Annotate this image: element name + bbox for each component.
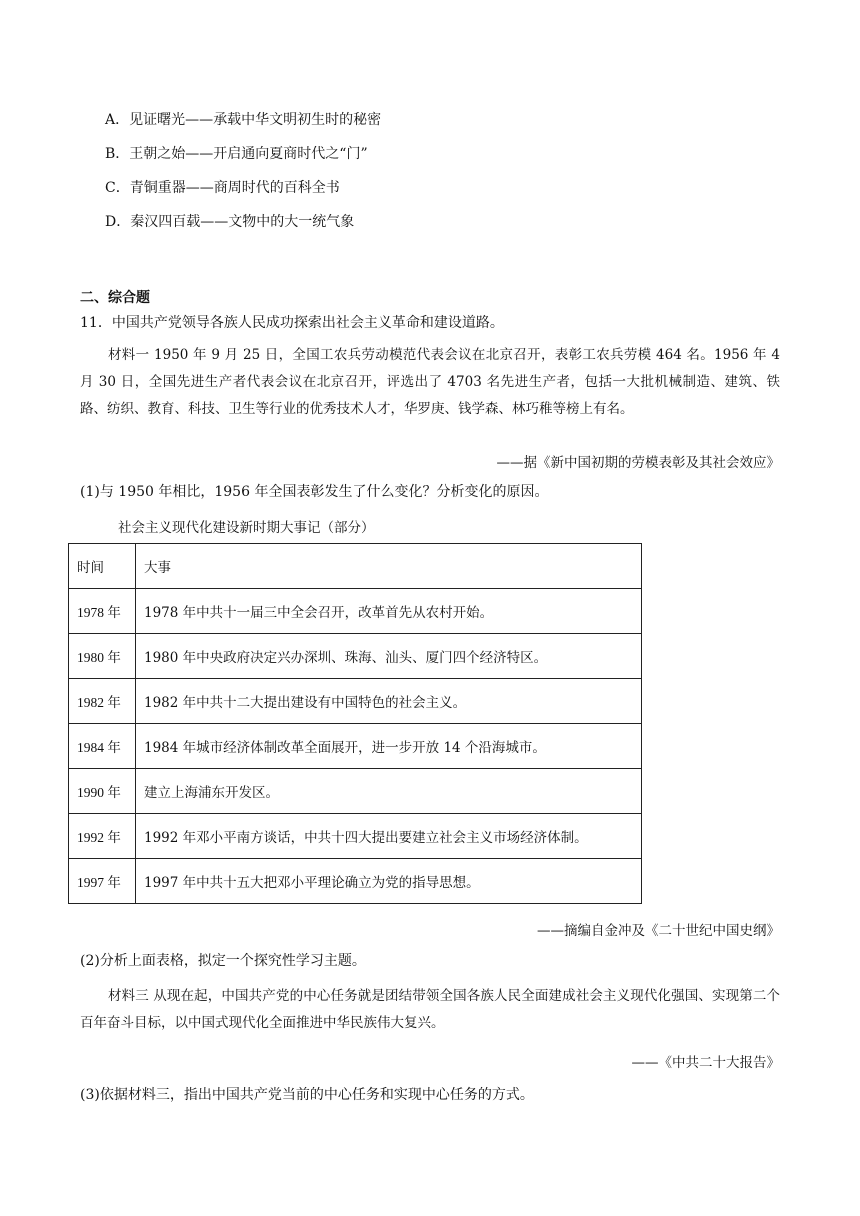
- table-source: ——摘编自金冲及《二十世纪中国史纲》: [537, 923, 780, 939]
- option-letter: B．: [105, 146, 130, 162]
- sub-question-3: (3)依据材料三，指出中国共产党当前的中心任务和实现中心任务的方式。: [80, 1087, 534, 1103]
- cell-year: 1990 年: [69, 769, 136, 814]
- cell-event: 1982 年中共十二大提出建设有中国特色的社会主义。: [136, 679, 642, 724]
- option-text: 秦汉四百载——文物中的大一统气象: [130, 214, 355, 230]
- option-text: 王朝之始——开启通向夏商时代之“门”: [129, 146, 368, 162]
- cell-year: 1978 年: [69, 589, 136, 634]
- option-letter: A．: [105, 112, 130, 128]
- table-row: [69, 589, 642, 634]
- cell-event: 1992 年邓小平南方谈话，中共十四大提出要建立社会主义市场经济体制。: [136, 814, 642, 859]
- option-text: 青铜重器——商周时代的百科全书: [129, 180, 340, 196]
- cell-year: 1997 年: [69, 859, 136, 904]
- header-event: 大事: [136, 544, 642, 589]
- cell-event: 1978 年中共十一届三中全会召开，改革首先从农村开始。: [136, 589, 642, 634]
- sub-question-2: (2)分析上面表格，拟定一个探究性学习主题。: [80, 953, 366, 969]
- cell-event: 1980 年中央政府决定兴办深圳、珠海、汕头、厦门四个经济特区。: [136, 634, 642, 679]
- option-d: [105, 212, 354, 232]
- table-row: [69, 769, 642, 814]
- table-row: [69, 814, 642, 859]
- option-a: [105, 110, 381, 130]
- option-b: [105, 144, 368, 164]
- material-1-source: ——据《新中国初期的劳模表彰及其社会效应》: [496, 455, 780, 471]
- option-letter: C．: [105, 180, 130, 196]
- option-letter: D．: [105, 214, 131, 230]
- cell-event: 1984 年城市经济体制改革全面展开，进一步开放 14 个沿海城市。: [136, 724, 642, 769]
- events-table: [68, 543, 642, 904]
- cell-event: 1997 年中共十五大把邓小平理论确立为党的指导思想。: [136, 859, 642, 904]
- cell-event: 建立上海浦东开发区。: [136, 769, 642, 814]
- table-row: [69, 724, 642, 769]
- cell-year: 1984 年: [69, 724, 136, 769]
- table-caption: 社会主义现代化建设新时期大事记（部分）: [118, 520, 375, 536]
- table-row: [69, 679, 642, 724]
- cell-year: 1982 年: [69, 679, 136, 724]
- header-time: 时间: [69, 544, 136, 589]
- material-3: 材料三 从现在起，中国共产党的中心任务就是团结带领全国各族人民全面建成社会主义现代化强国、实现第二个百年奋斗目标，以中国式现代化全面推进中华民族伟大复兴。: [80, 988, 780, 1031]
- material-1: 材料一 1950 年 9 月 25 日，全国工农兵劳动模范代表会议在北京召开，表彰工农兵劳模 464 名。1956 年 4 月 30 日，全国先进生产者代表会议在北京召开，评选出了 4703 名先进生产者，包括一大批机械制造、建筑、铁路、纺织、教育、科技、卫生等行业的优秀技术人才，华罗庚、钱学森、林巧稚等榜上有名。: [80, 347, 780, 417]
- question-11: 11．中国共产党领导各族人民成功探索出社会主义革命和建设道路。: [80, 315, 504, 331]
- option-text: 见证曙光——承载中华文明初生时的秘密: [129, 112, 382, 128]
- sub-question-1: (1)与 1950 年相比，1956 年全国表彰发生了什么变化？分析变化的原因。: [80, 484, 549, 500]
- cell-year: 1980 年: [69, 634, 136, 679]
- table-header-row: [69, 544, 642, 589]
- option-c: [105, 178, 340, 198]
- table-row: [69, 634, 642, 679]
- material-3-source: ——《中共二十大报告》: [631, 1055, 780, 1071]
- table-row: [69, 859, 642, 904]
- section-title: 二、综合题: [80, 290, 150, 306]
- cell-year: 1992 年: [69, 814, 136, 859]
